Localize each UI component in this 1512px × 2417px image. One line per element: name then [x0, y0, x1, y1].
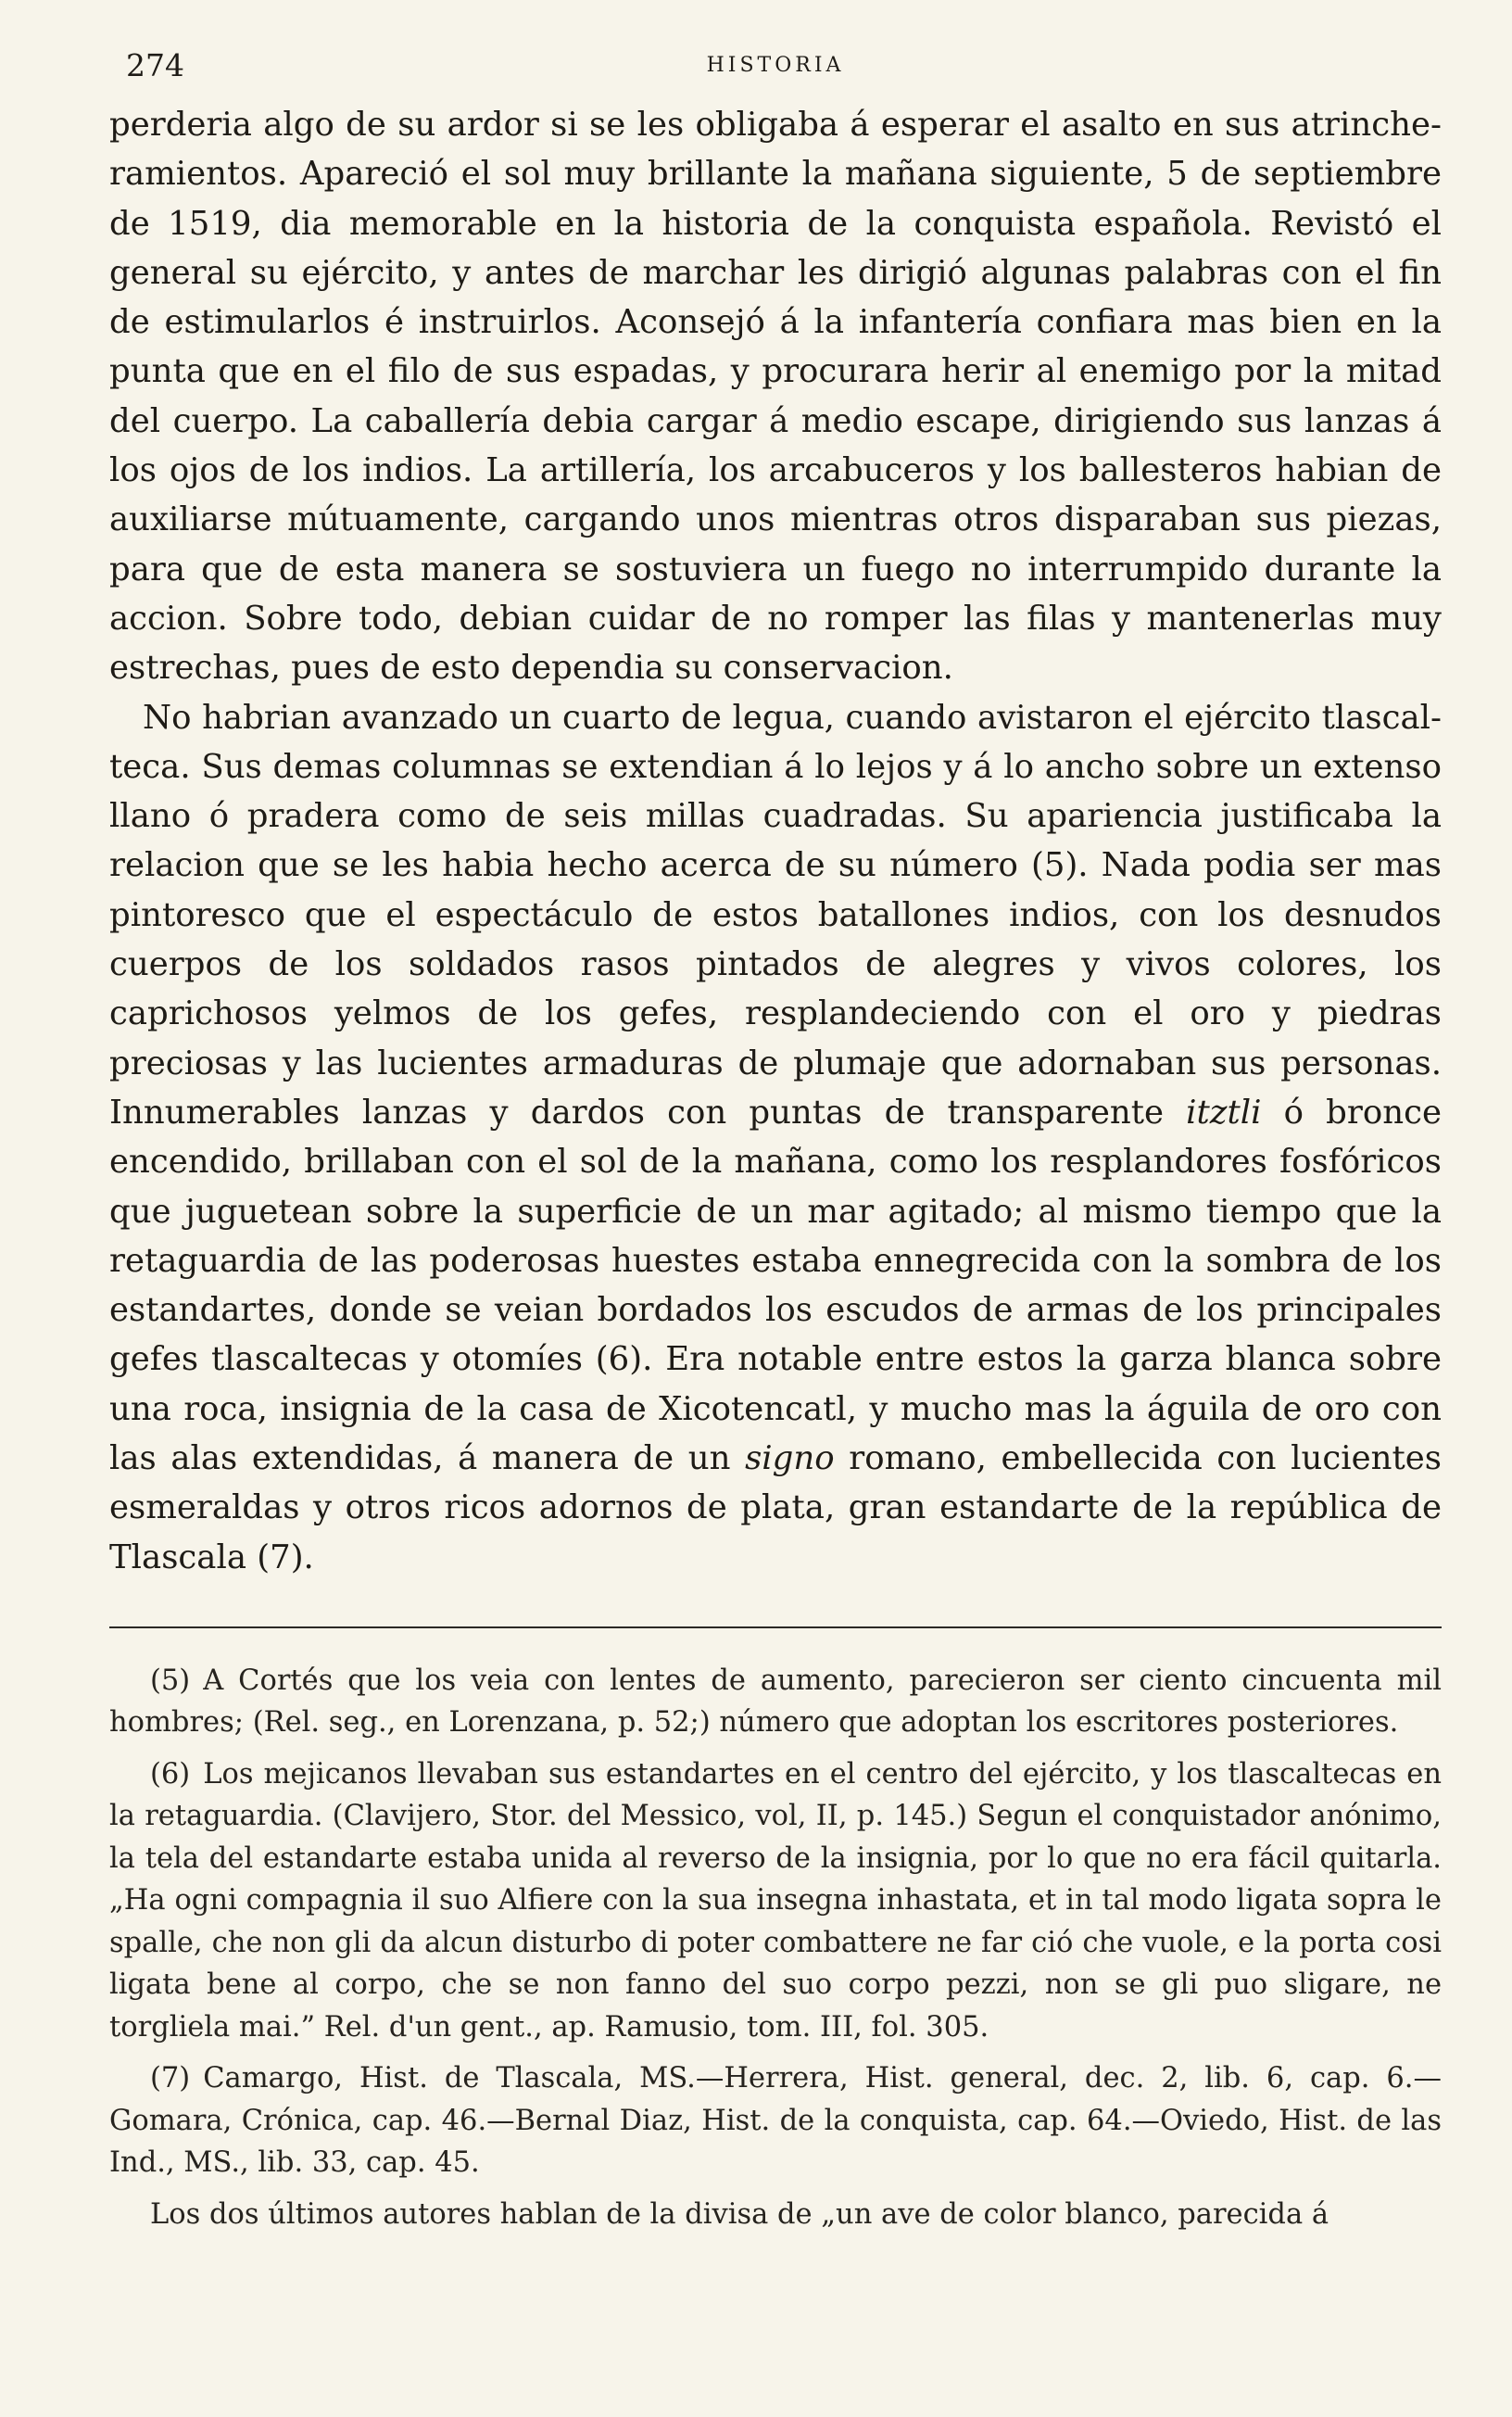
running-head — [109, 48, 1442, 91]
paragraph-1: perderia algo de su ardor si se les obligaba á esperar el asalto en sus atrincheramientos. Apareció el sol muy brillante la mañana siguiente, 5 de septiembre de 1519, dia memorable en la historia de la conquista española. Revistó el general su ejército, y antes de marchar les dirigió algunas palabras con el fin de estimularlos é instruirlos. Aconsejó á la infantería confiara mas bien en la punta que en el filo de sus espadas, y procurara herir al enemigo por la mitad del cuerpo. La caballería debia cargar á medio escape, dirigiendo sus lanzas á los ojos de los indios. La artillería, los arcabuceros y los ballesteros habian de auxiliarse mútuamente, cargando unos mientras otros disparaban sus piezas, para que de esta manera se sostuviera un fuego no interrumpido durante la accion. Sobre todo, debian cuidar de no romper las filas y mantenerlas muy estrechas, pues de esto dependia su conservacion. — [109, 106, 1442, 688]
paragraph-2-part-1: No habrian avanzado un cuarto de legua, cuando avistaron el ejército tlascalteca. Sus demas columnas se extendian á lo lejos y á lo ancho sobre un extenso llano ó pradera como de seis millas cuadradas. Su apariencia justificaba la relacion que se les habia hecho acerca de su número (5). Nada podia ser mas pintoresco que el espectáculo de estos batallones indios, con los desnudos cuerpos de los soldados rasos pintados de alegres y vivos colores, los caprichosos yelmos de los gefes, resplandeciendo con el oro y piedras preciosas y las lucientes armaduras de plumaje que adornaban sus personas. Innumerables lanzas y dardos con puntas de transparente — [109, 698, 1442, 1132]
footnote-divider — [109, 1626, 1442, 1628]
book-page — [109, 48, 1442, 2235]
footnote-continuation: Los dos últimos autores hablan de la divisa de „un ave de color blanco, parecida á — [150, 2197, 1329, 2231]
italic-term-signo: signo — [745, 1439, 835, 1478]
footnote-7-marker: (7) — [150, 2062, 191, 2095]
paragraph-2-part-3: romano, embellecida con lucientes esmeraldas y otros ricos adornos de plata, gran estandarte de la república de Tlascala (7). — [109, 1439, 1442, 1576]
footnote-6-text: Los mejicanos llevaban sus estandartes en el centro del ejército, y los tlascaltecas en la retaguardia. (Clavijero, Stor. del Messico, vol, II, p. 145.) Segun el conquistador anónimo, la tela del estandarte estaba unida al reverso de la insignia, por lo que no era fácil quitarla. „Ha ogni compagnia il suo Alfiere con la sua insegna inhastata, et in tal modo ligata sopra le spalle, che non gli da alcun disturbo di poter combattere ne far ció che vuole, e la porta cosi ligata bene al corpo, che se non fanno del suo corpo pezzi, non se gli puo sligare, ne torgliela mai.” Rel. d'un gent., ap. Ramusio, tom. III, fol. 305. — [109, 1757, 1442, 2044]
footnote-5 — [109, 1660, 1442, 1744]
page-number: 274 — [126, 47, 184, 83]
footnote-6-marker: (6) — [150, 1757, 191, 1791]
paragraph-2 — [109, 693, 1442, 1582]
footnotes — [109, 1660, 1442, 2236]
running-title: HISTORIA — [706, 54, 845, 77]
footnote-5-marker: (5) — [150, 1664, 191, 1697]
italic-term-itztli: itztli — [1186, 1093, 1262, 1132]
footnote-7-text: Camargo, Hist. de Tlascala, MS.—Herrera, Hist. general, dec. 2, lib. 6, cap. 6.—Gomara, Crónica, cap. 46.—Bernal Diaz, Hist. de la conquista, cap. 64.—Oviedo, Hist. de las Ind., MS., lib. 33, cap. 45. — [109, 2062, 1442, 2180]
paragraph-2-part-2: ó bronce encendido, brillaban con el sol de la mañana, como los resplandores fosfóricos que juguetean sobre la superficie de un mar agitado; al mismo tiempo que la retaguardia de las poderosas huestes estaba ennegrecida con la sombra de los estandartes, donde se veian bordados los escudos de armas de los principales gefes tlascaltecas y otomíes (6). Era notable entre estos la garza blanca sobre una roca, insignia de la casa de Xicotencatl, y mucho mas la águila de oro con las alas extendidas, á manera de un — [109, 1093, 1442, 1478]
main-text — [109, 100, 1442, 1582]
footnote-6 — [109, 1753, 1442, 2049]
footnote-5-text: A Cortés que los veia con lentes de aumento, parecieron ser ciento cincuenta mil hombres; (Rel. seg., en Lorenzana, p. 52;) número que adoptan los escritores posteriores. — [109, 1664, 1442, 1740]
footnote-7 — [109, 2057, 1442, 2184]
